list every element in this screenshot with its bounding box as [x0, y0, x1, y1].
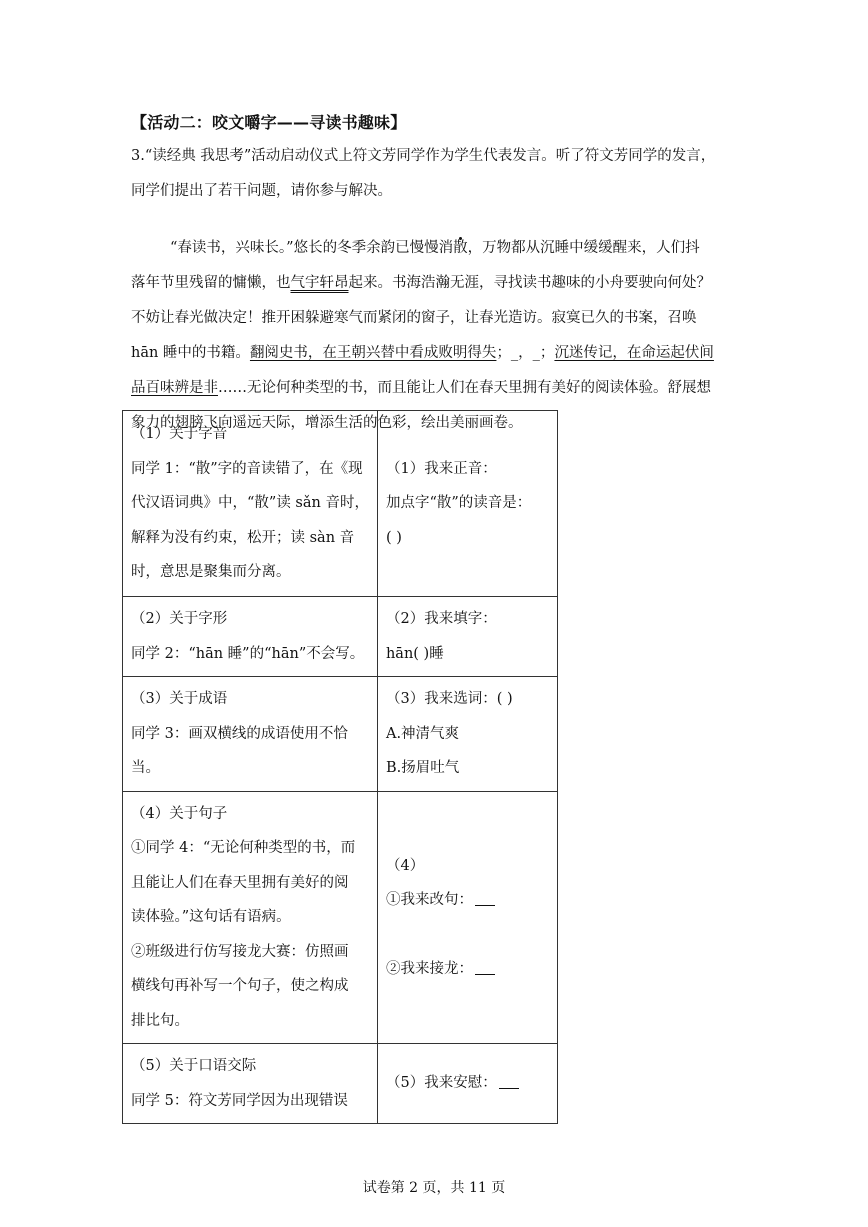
cell-title: （2）关于字形 — [131, 611, 228, 627]
table-row — [123, 677, 558, 792]
cell-text: ①同学 4：“无论何种类型的书，而 — [131, 840, 356, 857]
cell-title: （2）我来填字： — [385, 611, 497, 627]
table-row — [123, 792, 558, 1044]
topic-cell-idiom — [123, 677, 378, 792]
table-row — [123, 1044, 558, 1124]
cell-title: （1）关于字音 — [131, 426, 228, 443]
cell-text: 代汉语词典》中，“散”读 sǎn 音时， — [131, 495, 369, 512]
cell-text: ②班级进行仿写接龙大赛：仿照画 — [131, 943, 349, 960]
question-table — [122, 410, 558, 1124]
comfort-row — [386, 1066, 549, 1101]
cell-text: ②我来接龙： — [385, 960, 473, 977]
continue-row — [386, 952, 549, 987]
underlined-sentence: 翻阅史书，在王朝兴替中看成败明得失 — [249, 345, 497, 361]
answer-blank[interactable] — [499, 1074, 519, 1089]
passage-text: 落年节里残留的慵懒，也 — [131, 275, 291, 291]
passage-text: 起来。书海浩瀚无涯，寻找读书趣味的小舟要驶向何处？ — [348, 275, 711, 291]
passage-line-4 — [131, 343, 714, 363]
passage-text: “春读书，兴味长。”悠长的冬季余韵已慢慢消 — [170, 240, 454, 256]
cell-text: 排比句。 — [131, 1012, 189, 1029]
cell-title: （3）关于成语 — [131, 691, 228, 708]
cell-text: （5）我来安慰： — [385, 1075, 497, 1092]
passage-line-2 — [131, 273, 711, 293]
question-intro-line-2: 同学们提出了若干问题，请你参与解决。 — [131, 183, 392, 199]
passage-line-5 — [131, 378, 711, 398]
cell-text: 读体验。”这句话有语病。 — [131, 909, 291, 926]
passage-text: ，万物都从沉睡中缓缓醒来，人们抖 — [467, 240, 700, 256]
cell-text: 同学 2：“hān 睡”的“hān”不会写。 — [131, 645, 365, 662]
answer-cell-pronunciation — [377, 411, 557, 597]
rewrite-row — [386, 883, 549, 918]
underlined-sentence: 沉迷传记，在命运起伏间 — [554, 345, 714, 361]
answer-cell-idiom — [377, 677, 557, 792]
answer-blank[interactable] — [475, 891, 495, 906]
topic-cell-character — [123, 597, 378, 677]
spacer — [386, 918, 549, 952]
cell-text: 且能让人们在春天里拥有美好的阅 — [131, 874, 349, 891]
cell-text: 同学 5：符文芳同学因为出现错误 — [131, 1092, 348, 1109]
dotted-character: 散 — [453, 240, 468, 256]
cell-text: ①我来改句： — [385, 892, 473, 909]
topic-cell-sentence — [123, 792, 378, 1044]
answer-cell-sentence — [377, 792, 557, 1044]
cell-title: （4） — [385, 857, 425, 874]
answer-blank[interactable]: （3）我来选词：( ) — [385, 691, 513, 708]
cell-text: 横线句再补写一个句子，使之构成 — [131, 978, 349, 995]
underlined-sentence: 品百味辨是非 — [131, 380, 218, 396]
topic-cell-oral — [123, 1044, 378, 1124]
passage-line-1 — [170, 238, 700, 258]
table-row — [123, 411, 558, 597]
cell-title: （1）我来正音： — [385, 460, 497, 477]
question-intro-line-1: 3.“读经典 我思考”活动启动仪式上符文芳同学作为学生代表发言。听了符文芳同学的发言， — [131, 148, 716, 164]
option-a[interactable]: A.神清气爽 — [385, 725, 460, 742]
passage-text: ；_，_； — [496, 345, 555, 361]
cell-text: 加点字“散”的读音是： — [385, 495, 532, 512]
passage-text: hān 睡中的书籍。 — [131, 345, 250, 361]
cell-text: 解释为没有约束，松开；读 sàn 音 — [131, 529, 355, 546]
option-b[interactable]: B.扬眉吐气 — [385, 760, 460, 777]
activity-heading: 【活动二：咬文嚼字——寻读书趣味】 — [131, 113, 407, 132]
table-row — [123, 597, 558, 677]
topic-cell-pronunciation — [123, 411, 378, 597]
passage-line-3: 不妨让春光做决定！推开困躲避寒气而紧闭的窗子，让春光造访。寂寞已久的书案，召唤 — [131, 310, 697, 326]
cell-text: 时，意思是聚集而分离。 — [131, 564, 291, 581]
cell-title: （5）关于口语交际 — [131, 1058, 257, 1074]
answer-blank[interactable]: hān( )睡 — [385, 645, 444, 662]
answer-cell-oral — [377, 1044, 557, 1124]
page-footer: 试卷第 2 页，共 11 页 — [362, 1180, 506, 1196]
double-underlined-idiom: 气宇轩昂 — [290, 275, 349, 291]
passage-text: ……无论何种类型的书，而且能让人们在春天里拥有美好的阅读体验。舒展想 — [218, 380, 711, 396]
answer-blank[interactable]: ( ) — [385, 529, 402, 546]
cell-text: 同学 3：画双横线的成语使用不恰 — [131, 725, 348, 742]
cell-text: 同学 1：“散”字的音读错了，在《现 — [131, 460, 363, 477]
cell-text: 当。 — [131, 760, 160, 777]
answer-cell-character — [377, 597, 557, 677]
answer-blank[interactable] — [475, 960, 495, 975]
passage-line-6: 象力的翅膀飞向遥远天际，增添生活的色彩，绘出美丽画卷。 — [131, 415, 523, 431]
cell-title: （4）关于句子 — [131, 805, 228, 822]
